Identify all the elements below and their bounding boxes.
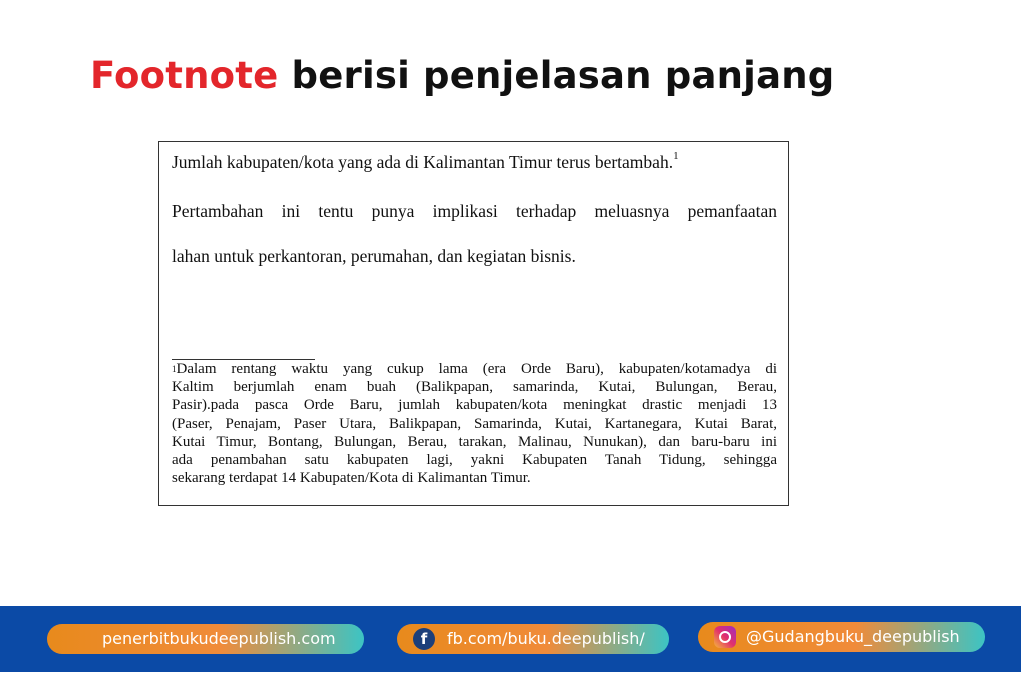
footnote-line-text: Dalam rentang waktu yang cukup lama (era Orde Baru), kabupaten/kotamadya di (176, 361, 777, 377)
paragraph-1-text: Jumlah kabupaten/kota yang ada di Kalimantan Timur terus bertambah. (172, 152, 674, 172)
instagram-text: @Gudangbuku_deepublish (746, 627, 960, 646)
facebook-text: fb.com/buku.deepublish/ (447, 629, 645, 648)
paragraph-2: Pertambahan ini tentu punya implikasi terhadap meluasnya pemanfaatan (172, 201, 777, 221)
footer-band (0, 606, 1021, 672)
facebook-link[interactable] (397, 624, 669, 654)
footnote-marker: 1 (673, 150, 679, 162)
footnote-line: Kutai Timur, Bontang, Bulungan, Berau, tarakan, Malinau, Nunukan), dan baru-baru ini (172, 433, 777, 450)
document-excerpt (158, 141, 789, 506)
footnote-line: sekarang terdapat 14 Kabupaten/Kota di Kalimantan Timur. (172, 470, 531, 487)
paragraph-3: lahan untuk perkantoran, perumahan, dan kegiatan bisnis. (172, 246, 576, 266)
footnote-line: Pasir).pada pasca Orde Baru, jumlah kabupaten/kota meningkat drastic menjadi 13 (172, 397, 777, 414)
footnote-line: Kaltim berjumlah enam buah (Balikpapan, samarinda, Kutai, Bulungan, Berau, (172, 379, 777, 396)
slide-title (90, 54, 834, 97)
title-rest: berisi penjelasan panjang (278, 54, 835, 97)
footnote-number: 1 (172, 364, 177, 374)
paragraph-1 (172, 152, 777, 173)
website-link[interactable] (47, 624, 364, 654)
facebook-icon: f (413, 628, 435, 650)
title-highlight: Footnote (90, 54, 279, 97)
instagram-link[interactable] (698, 622, 985, 652)
footnote-line (172, 360, 777, 378)
footnote-line: ada penambahan satu kabupaten lagi, yakni Kabupaten Tanah Tidung, sehingga (172, 452, 777, 469)
footnote (172, 360, 777, 487)
instagram-icon (714, 626, 736, 648)
website-text: penerbitbukudeepublish.com (102, 629, 336, 648)
footnote-line: (Paser, Penajam, Paser Utara, Balikpapan, Samarinda, Kutai, Kartanegara, Kutai Barat, (172, 415, 777, 432)
